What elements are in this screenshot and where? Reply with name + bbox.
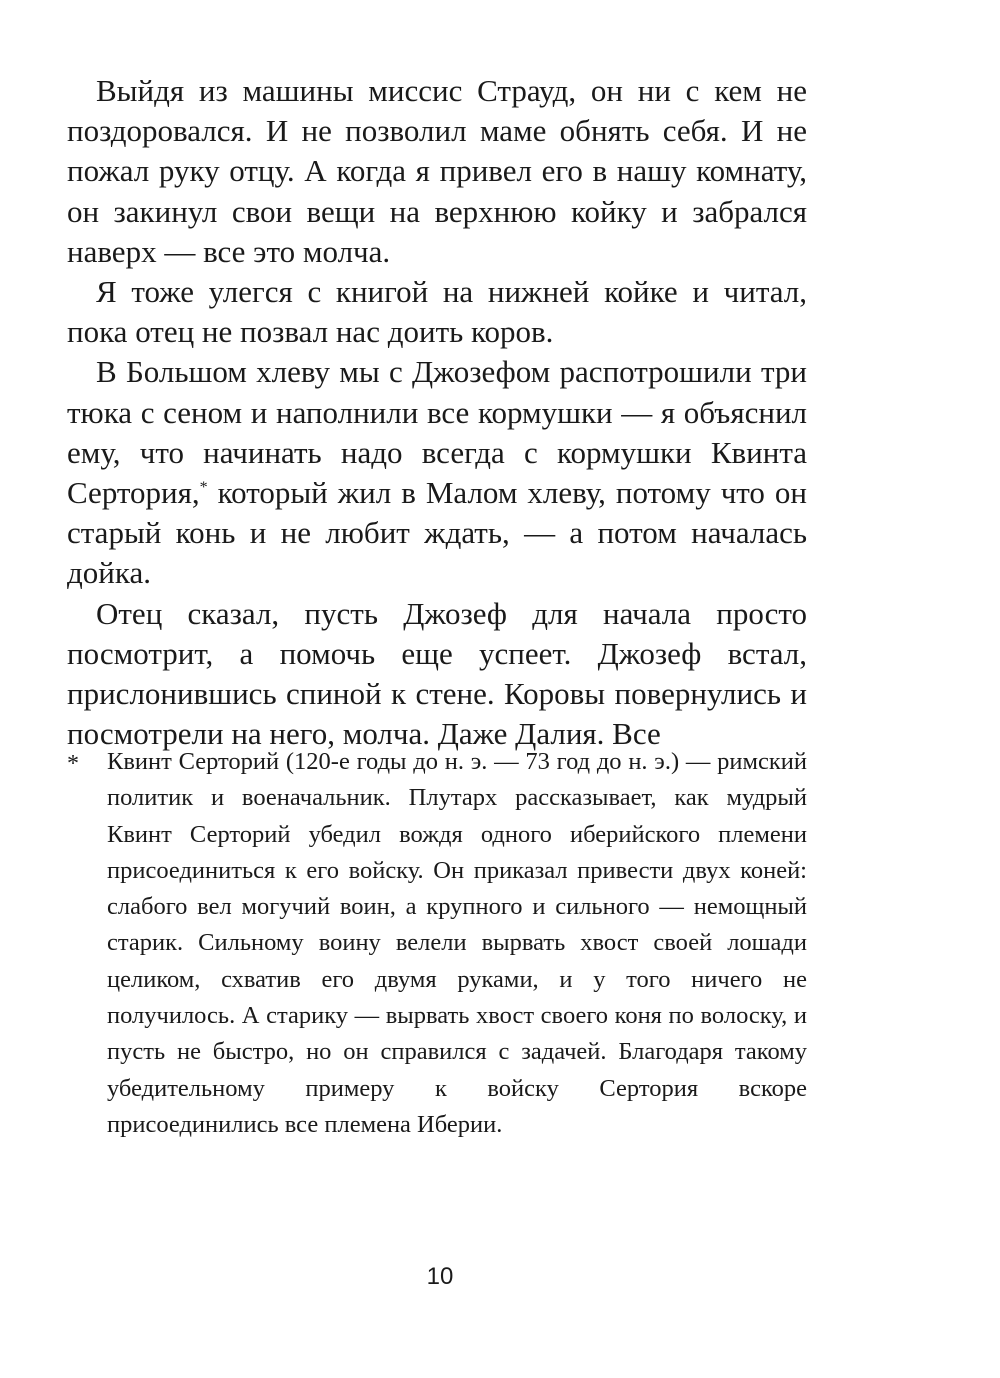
paragraph-text: В Большом хлеву мы с Джозефом распотрошили три тюка с сеном и наполнили все кормушки — я объяснил ему, что начинать надо всегда с кормушки Квинта Сертория, xyxy=(67,354,807,511)
paragraph: Отец сказал, пусть Джозеф для начала просто посмотрит, а помочь еще успеет. Джозеф встал, прислонившись спиной к стене. Коровы повернулись и посмотрели на него, молча. Даже Далия. Все xyxy=(67,595,807,752)
paragraph xyxy=(67,352,807,593)
main-text xyxy=(67,71,807,754)
footnote-text: Квинт Серторий (120-е годы до н. э. — 73 год до н. э.) — римский политик и военачальник. Плутарх рассказывает, как мудрый Квинт Серторий убедил вождя одного иберийского племени присоединиться к его войску. Он приказал привести двух коней: слабого вел могучий воин, а крупного и сильного — немощный старик. Сильному воину велели вырвать хвост своей лошади целиком, схватив его двумя руками, и у того ничего не получилось. А старику — вырвать хвост своего коня по волоску, и пусть не быстро, но он справился с задачей. Благодаря такому убедительному примеру к войску Сертория вскоре присоединились все племена Иберии. xyxy=(107,748,807,1138)
footnote-reference: * xyxy=(199,479,208,497)
paragraph: Выйдя из машины миссис Страуд, он ни с кем не поздоровался. И не позволил маме обнять себя. И не пожал руку отцу. А когда я привел его в нашу комнату, он закинул свои вещи на верхнюю койку и забрался наверх — все это молча. xyxy=(67,73,807,269)
page-number: 10 xyxy=(426,1263,454,1290)
footnote xyxy=(67,744,807,1143)
paragraph: Я тоже улегся с книгой на нижней койке и читал, пока отец не позвал нас доить коров. xyxy=(67,274,807,350)
paragraph-text: который жил в Малом хлеву, потому что он старый конь и не любит ждать, — а потом началась дойка. xyxy=(67,475,807,591)
footnote-marker: * xyxy=(67,751,79,777)
